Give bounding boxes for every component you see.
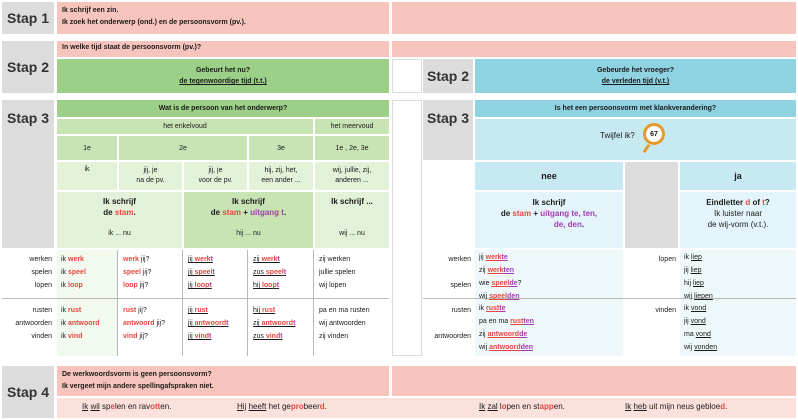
ja-gap [625,162,678,248]
verb-label-lopen: lopen [658,256,676,263]
cell-prefix: ik [61,282,68,289]
stap4-box [57,366,389,396]
cell-prefix: jij [188,269,195,276]
stap2-question-box [57,41,389,57]
stap3-label-right: Stap 3 [423,100,473,160]
past-irregular-cell [684,264,702,277]
twijfel-text: Twijfel ik? [600,131,635,140]
cell-prefix: pa en ma [479,318,511,325]
conjugation-cell [61,304,81,317]
cell-ending: te [499,305,506,312]
conjugation-cell [253,266,286,279]
cell-ending: den [520,344,534,351]
rule-stam-a: de [103,208,115,217]
stap4-box-right [392,366,796,396]
cell-prefix: wij lopen [319,282,347,289]
cell-ending: t [226,320,229,327]
ex1-ik: Ik [82,402,89,411]
cell-prefix: ik [61,320,68,327]
ex1-e: e [110,402,115,411]
cell-suffix: jij? [138,256,150,263]
rule-wij-title: Ik schrijf ... [331,197,373,206]
cell-ending: den [507,293,520,300]
cell-stem: werk [68,256,84,263]
cell-prefix: jij [188,320,195,327]
cell-prefix: ik [684,305,691,312]
stap4-examples [57,398,796,418]
past-regular-cell [479,328,527,341]
rule-stam-t-a: de [210,208,223,217]
ja-header: ja [680,162,796,190]
cell-prefix: wie [479,280,492,287]
cell-verb: liep [692,280,704,287]
cell-verb: vond [691,305,707,312]
ex1-wil: wil [90,402,100,411]
example-3: Ik zal lopen en stappen. [479,402,565,411]
magnifier-handle [643,144,651,153]
stap2-label-left: Stap 2 [2,41,54,93]
cell-prefix: jullie spelen [319,269,356,276]
cell-ending: te [501,254,508,261]
person-3e: 3e [249,136,313,160]
verb-label-vinden: vinden [655,307,676,314]
cell-stem: vind [194,333,210,340]
stap2-past-answer: de verleden tijd (v.t.) [601,78,670,85]
ex2-d: d [319,402,325,411]
cell-prefix: zus [253,333,266,340]
cell-stem: loop [194,282,210,289]
stap2-question: In welke tijd staat de persoonsvorm (pv.)? [62,44,202,51]
cell-prefix: zij werken [319,256,351,263]
cell-verb: vond [695,331,711,338]
conjugation-cell [253,330,283,343]
rule-nee-b: stam [512,209,532,218]
cell-ending: de [509,280,518,287]
cell-stem: rust [123,307,137,314]
cell-stem: rust [261,307,276,314]
ex4-ik: Ik [625,402,632,411]
stap2-past-question: Gebeurde het vroeger? [596,67,675,74]
cell-prefix: wij [479,344,490,351]
verb-label-rusten: rusten [32,307,52,314]
cell-ending: ten [503,267,515,274]
rule-stam-title: Ik schrijf [103,197,136,206]
ex1-o: o [150,402,155,411]
cell-prefix: zij [253,256,262,263]
conjugation-cell [319,317,366,330]
stap2-past-box [475,59,796,93]
rule-ja-a: Eindletter [706,198,746,207]
cell-ending: t [212,269,215,276]
stap4-line2: Ik vergeet mijn andere spellingafspraken niet. [62,383,214,390]
conjugation-cell [61,317,100,330]
stap2-question-box-right [392,41,796,57]
enkelvoud-header: het enkelvoud [57,119,313,134]
cell-stem: loop [123,282,138,289]
past-irregular-cell [684,302,706,315]
divider [2,298,389,299]
stap1-box-right [392,2,796,34]
rule-stam [57,192,182,248]
stap4-label: Stap 4 [2,366,54,418]
cell-ending: t [293,320,296,327]
conjugation-cell [61,279,83,292]
conjugation-cell [123,266,151,279]
cell-prefix: jij [188,282,195,289]
stap3-label-left: Stap 3 [2,100,54,248]
cell-ending: t [283,269,287,276]
cell-suffix: jij? [137,333,148,340]
rule-nee-body2: de, den. [553,220,585,229]
nu-hij: hij ... nu [236,230,261,237]
example-4: Ik heb uit mijn neus gebloed. [625,402,728,411]
cell-ending: t [276,282,280,289]
cell-prefix: ma [684,331,696,338]
cell-stem: rust [68,307,82,314]
cell-prefix: ik [479,305,486,312]
ex2-heeft: heeft [248,402,267,411]
example-2: Hij heeft het geprobeerd. [237,402,327,411]
cell-prefix: ik [61,256,68,263]
past-regular-cell [479,277,521,290]
stap3-right-question: Is het een persoonsvorm met klankverandering? [475,100,796,117]
rule-nee-body [475,208,623,219]
past-regular-cell [479,264,514,277]
stap3-gap [392,100,422,356]
verb-label-antwoorden: antwoorden [15,320,52,327]
ex4-d: d [720,402,726,411]
pronoun-jij-voor: jij, je voor de pv. [184,162,247,190]
cell-prefix: zij vinden [319,333,349,340]
conjugation-cell [123,304,147,317]
rule-nee-a: de [500,209,513,218]
verb-label-lopen: lopen [34,282,52,289]
cell-prefix: wij [684,344,695,351]
rule-ja-title [680,197,796,208]
conjugation-cell [188,253,213,266]
nee-header: nee [475,162,623,190]
past-irregular-cell [684,341,717,354]
stap1-line2: Ik zoek het onderwerp (ond.) en de persoonsvorm (pv.). [62,19,246,26]
rule-stam-t-d: uitgang t [250,208,284,217]
cell-prefix: hij [684,280,693,287]
rule-nee-d: uitgang te, ten, [540,209,598,218]
conjugation-cell [188,266,215,279]
verb-label-spelen: spelen [31,269,52,276]
verb-label-vinden: vinden [31,333,52,340]
rule-stam-t-c: + [241,208,251,217]
verb-label-spelen: spelen [450,282,471,289]
cell-prefix: ik [61,333,68,340]
cell-stem: werk [123,256,139,263]
conjugation-cell [319,266,356,279]
nu-ik: ik ... nu [108,230,131,237]
pronoun-wij: wij, jullie, zij, anderen ... [315,162,389,190]
conjugation-cell [188,279,212,292]
conjugation-cell [253,253,280,266]
conjugation-cell [188,304,208,317]
cell-stem: rust [486,305,500,312]
cell-stem: werk [487,267,504,274]
cell-prefix: jij [188,256,195,263]
rule-nee [475,192,623,248]
cell-stem: vind [123,333,138,340]
conjugation-cell [188,330,211,343]
verb-label-antwoorden: antwoorden [434,333,471,340]
stap3-left-question: Wat is de persoon van het onderwerp? [57,100,389,117]
rule-wij [315,192,389,248]
badge-number: 67 [650,130,658,138]
rule-stam-t-b: stam [222,208,242,217]
past-irregular-cell [684,277,704,290]
conjugation-cell [319,279,346,292]
cell-prefix: ik [61,269,68,276]
stap1-line1: Ik schrijf een zin. [62,7,119,14]
cell-stem: rust [194,307,208,314]
cell-stem: vind [265,333,281,340]
ex4-heb: heb [633,402,647,411]
cell-stem: speel [491,280,510,287]
ex1-tt: tt [154,402,161,411]
cell-verb: vond [690,318,706,325]
past-irregular-cell [684,315,706,328]
conjugation-cell [319,304,370,317]
cell-ending: t [210,256,213,263]
twijfel-box [475,119,796,160]
cell-prefix: zij [253,320,262,327]
cell-prefix: ik [684,254,691,261]
cell-stem: speel [68,269,86,276]
ex3-pp: app [539,402,554,411]
cell-suffix: jij? [136,307,147,314]
past-regular-cell [479,302,505,315]
cell-stem: rust [510,318,524,325]
nu-wij: wij ... nu [339,230,365,237]
divider [117,250,118,356]
conjugation-cell [61,253,84,266]
cell-prefix: wij [684,293,695,300]
cell-prefix: jij [479,254,486,261]
rule-stam-t-title: Ik schrijf [232,197,265,206]
rule-ja-t: t [762,198,765,207]
conjugation-cell [319,330,348,343]
magnifier-icon [643,123,665,145]
stap2-now-box [57,59,389,93]
stap2-gap [392,59,422,93]
cell-verb: liep [691,254,702,261]
cell-stem: werk [194,256,211,263]
cell-stem: speel [265,269,284,276]
cell-suffix: jij? [137,282,149,289]
cell-prefix: jij [684,318,691,325]
cell-stem: speel [194,269,213,276]
divider [313,250,314,356]
meervoud-header: het meervoud [315,119,389,134]
cell-prefix: zus [253,269,266,276]
conjugation-cell [123,279,148,292]
rule-ja [680,192,796,248]
cell-stem: antwoord [489,344,521,351]
rule-stam-t [184,192,313,248]
cell-stem: loop [261,282,277,289]
verb-label-rusten: rusten [451,307,471,314]
cell-stem: werk [485,254,502,261]
conjugation-cell [123,253,149,266]
rule-nee-title: Ik schrijf [532,198,566,207]
past-irregular-cell [684,328,711,341]
ex3-o: o [501,402,507,411]
cell-verb: liepen [694,293,713,300]
ex2-pro: pro [290,402,304,411]
conjugation-cell [123,330,148,343]
stap4-line1: De werkwoordsvorm is geen persoonsvorm? [62,371,212,378]
cell-stem: antwoord [123,320,155,327]
cell-stem: loop [68,282,83,289]
conjugation-cell [253,279,279,292]
past-irregular-cell [684,251,702,264]
rule-nee-e: de, den [553,220,582,229]
cell-suffix: jij? [140,269,152,276]
pronoun-hij: hij, zij, het, een ander ... [249,162,313,190]
conjugation-cell [319,253,350,266]
cell-verb: vonden [694,344,718,351]
pronoun-jij-na: jij, je na de pv. [119,162,182,190]
divider [247,250,248,356]
person-1e: 1e [57,136,117,160]
stap2-now-question: Gebeurt het nu? [195,67,251,74]
stap2-now-answer: de tegenwoordige tijd (t.t.) [179,78,267,85]
cell-ending: t [277,256,280,263]
conjugation-cell [253,317,295,330]
rule-nee-c: + [531,209,541,218]
rule-ja-q: ? [764,198,770,207]
example-1: Ik wil spelen en ravotten. [82,402,172,411]
stap1-box [57,2,389,34]
conjugation-cell [61,330,82,343]
conjugation-cell [61,266,86,279]
cell-stem: antwoord [194,320,227,327]
cell-prefix: pa en ma rusten [319,307,370,314]
cell-stem: antwoord [261,320,294,327]
past-regular-cell [479,341,533,354]
ex3-zal: zal [487,402,498,411]
cell-suffix: jij? [154,320,166,327]
rule-stam-b: stam [114,208,134,217]
conjugation-cell [123,317,165,330]
past-regular-cell [479,251,508,264]
cell-prefix: hij [253,307,262,314]
cell-prefix: ik [61,307,68,314]
cell-stem: speel [123,269,141,276]
cell-verb: liep [690,267,702,274]
cell-stem: antwoord [487,331,520,338]
rule-ja-d: d [745,198,751,207]
cell-prefix: wij [479,293,490,300]
cell-ending: t [280,333,283,340]
cell-prefix: wij antwoorden [319,320,366,327]
cell-stem: speel [489,293,508,300]
cell-prefix: hij [253,282,262,289]
verb-label-werken: werken [29,256,52,263]
verb-label-werken: werken [448,256,471,263]
rule-ja-line: Ik luister naar de wij-vorm (v.t.). [707,209,769,229]
past-regular-cell [479,315,534,328]
pronoun-ik: ik [57,162,117,190]
cell-stem: werk [261,256,278,263]
cell-prefix: zij [479,331,488,338]
rule-ja-of: of [750,198,763,207]
cell-ending: t [209,333,212,340]
cell-ending: ten [523,318,534,325]
stap1-label: Stap 1 [2,2,54,34]
cell-prefix: zij [479,267,488,274]
cell-ending: t [209,282,212,289]
cell-prefix: jij [188,307,195,314]
cell-stem: vind [68,333,83,340]
cell-stem: antwoord [68,320,100,327]
rule-stam-t-body: de stam + uitgang t. [210,208,287,217]
person-2e: 2e [119,136,247,160]
person-meervoud: 1e , 2e, 3e [315,136,389,160]
ex2-hij: Hij [237,402,247,411]
conjugation-cell [253,304,275,317]
cell-prefix: jij [188,333,195,340]
conjugation-cell [188,317,228,330]
cell-suffix: ? [517,280,522,287]
stap2-label-right: Stap 2 [423,59,473,93]
rule-stam-body: de stam. [103,208,136,217]
cell-prefix: jij [684,267,691,274]
cell-ending: de [519,331,528,338]
ex3-ik: Ik [479,402,486,411]
divider [182,250,183,356]
